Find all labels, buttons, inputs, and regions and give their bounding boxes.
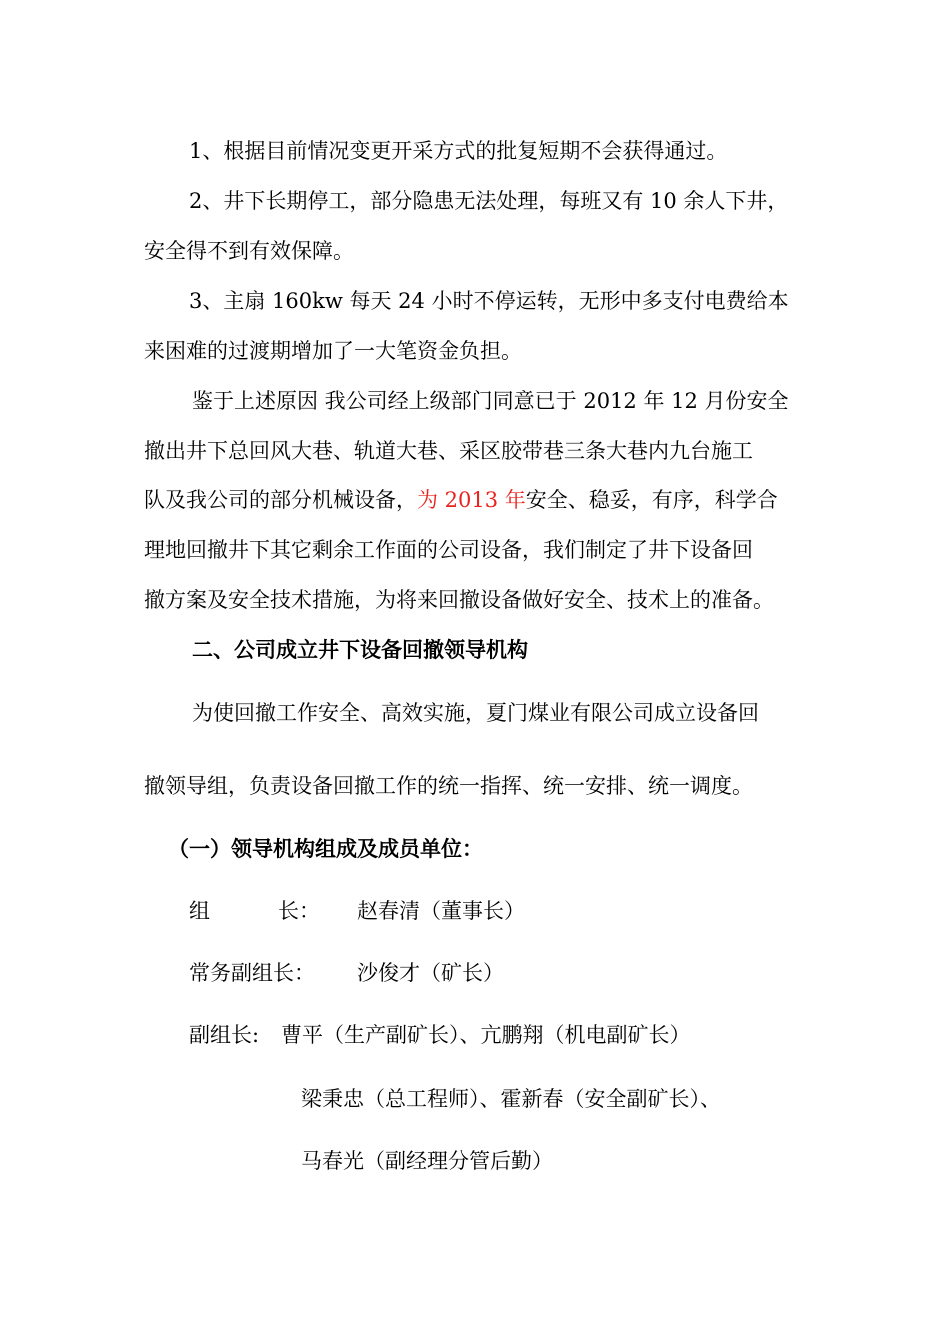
leader-label-part-2: 长： bbox=[278, 899, 320, 923]
paragraph-line-5: 撤方案及安全技术措施，为将来回撤设备做好安全、技术上的准备。 bbox=[144, 588, 774, 612]
list-item-2-line-1: 2、井下长期停工，部分隐患无法处理，每班又有 10 余人下井， bbox=[189, 189, 789, 213]
executive-deputy-label: 常务副组长： bbox=[189, 961, 315, 985]
list-item-3-line-2: 来困难的过渡期增加了一大笔资金负担。 bbox=[144, 339, 522, 363]
paragraph-line-3-pre: 队及我公司的部分机械设备， bbox=[144, 488, 417, 512]
paragraph-line-4: 理地回撤井下其它剩余工作面的公司设备，我们制定了井下设备回 bbox=[144, 538, 753, 562]
list-item-2-line-2: 安全得不到有效保障。 bbox=[144, 239, 354, 263]
section-heading-2: 二、公司成立井下设备回撤领导机构 bbox=[192, 637, 528, 662]
list-item-3-line-1: 3、主扇 160kw 每天 24 小时不停运转，无形中多支付电费给本 bbox=[189, 289, 789, 313]
deputy-list-line-1: 曹平（生产副矿长）、亢鹏翔（机电副矿长） bbox=[281, 1023, 691, 1047]
leader-label-part-1: 组 bbox=[189, 899, 210, 923]
highlighted-year-text: 为 2013 年 bbox=[417, 488, 526, 512]
section-2-paragraph-line-2: 撤领导组，负责设备回撤工作的统一指挥、统一安排、统一调度。 bbox=[144, 774, 753, 798]
leader-value: 赵春清（董事长） bbox=[357, 899, 525, 923]
deputy-list-line-2: 梁秉忠（总工程师）、霍新春（安全副矿长）、 bbox=[301, 1087, 721, 1111]
list-item-1: 1、根据目前情况变更开采方式的批复短期不会获得通过。 bbox=[189, 139, 728, 163]
deputy-label: 副组长: bbox=[189, 1023, 260, 1047]
subsection-heading: （一）领导机构组成及成员单位： bbox=[168, 836, 483, 861]
paragraph-line-2: 撤出井下总回风大巷、轨道大巷、采区胶带巷三条大巷内九台施工 bbox=[144, 439, 753, 463]
paragraph-line-3-post: 安全、稳妥，有序，科学合 bbox=[525, 488, 778, 512]
section-2-paragraph-line-1: 为使回撤工作安全、高效实施，夏门煤业有限公司成立设备回 bbox=[192, 701, 759, 725]
deputy-list-line-3: 马春光（副经理分管后勤） bbox=[301, 1149, 553, 1173]
paragraph-line-1: 鉴于上述原因 我公司经上级部门同意已于 2012 年 12 月份安全 bbox=[192, 389, 789, 413]
paragraph-line-3 bbox=[144, 485, 778, 515]
executive-deputy-value: 沙俊才（矿长） bbox=[357, 961, 504, 985]
